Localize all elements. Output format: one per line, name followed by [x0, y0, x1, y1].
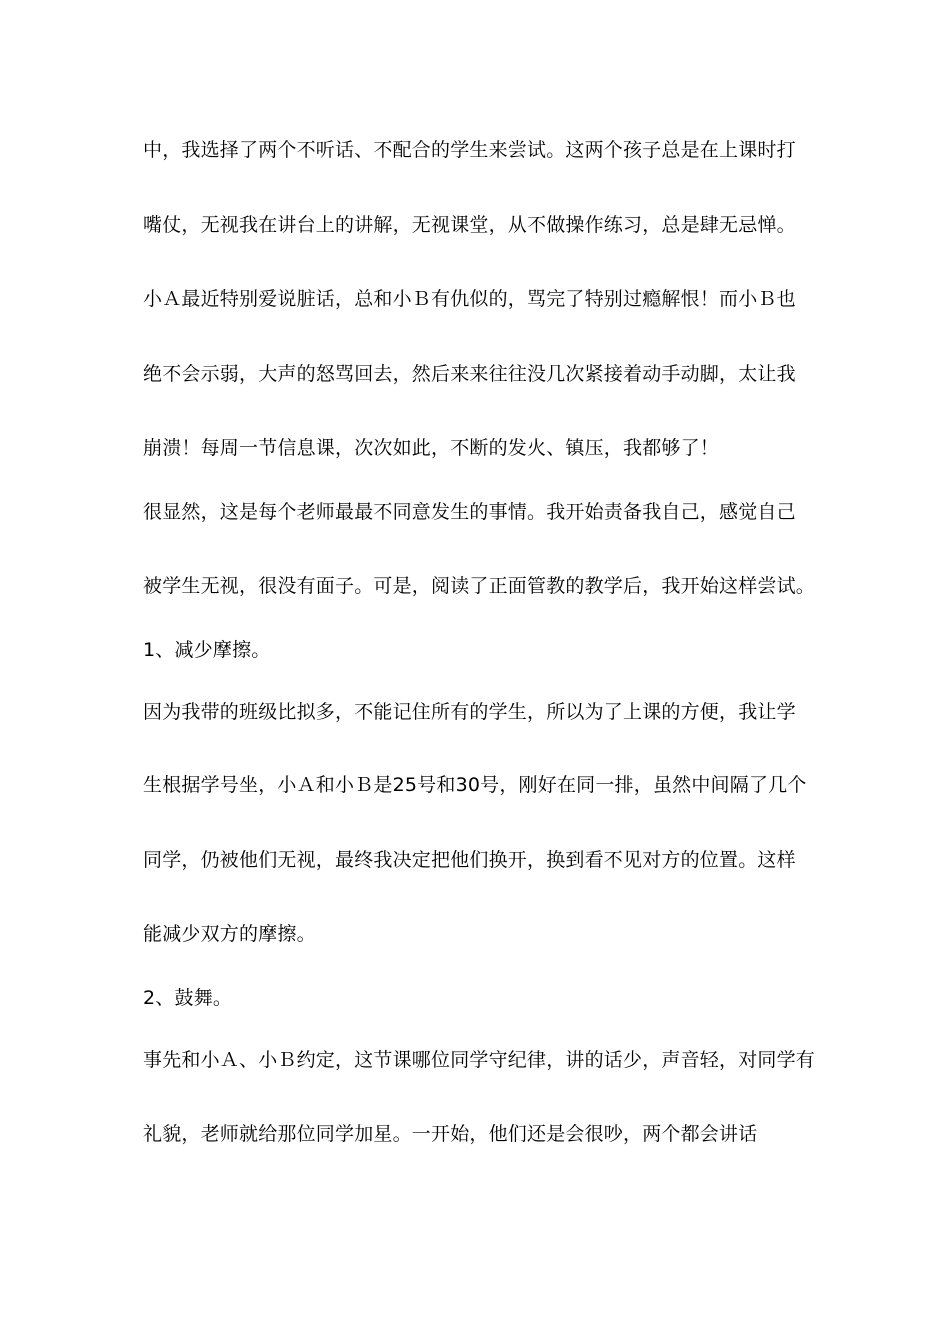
- text-line: 很显然，这是每个老师最最不同意发生的事情。我开始责备我自己，感觉自己: [143, 501, 796, 523]
- section-heading: 2、鼓舞。: [143, 987, 233, 1009]
- text-line: 小Ａ最近特别爱说脏话，总和小Ｂ有仇似的，骂完了特别过瘾解恨！而小Ｂ也: [143, 288, 796, 310]
- text-line: 事先和小Ａ、小Ｂ约定，这节课哪位同学守纪律，讲的话少，声音轻，对同学有: [143, 1049, 816, 1071]
- text-line: 能减少双方的摩擦。: [143, 923, 316, 945]
- text-line: 嘴仗，无视我在讲台上的讲解，无视课堂，从不做操作练习，总是肆无忌惮。: [143, 214, 796, 236]
- text-line: 礼貌，老师就给那位同学加星。一开始，他们还是会很吵，两个都会讲话: [143, 1123, 758, 1145]
- text-line: 同学，仍被他们无视，最终我决定把他们换开，换到看不见对方的位置。这样: [143, 849, 796, 871]
- text-line: 崩溃！每周一节信息课，次次如此，不断的发火、镇压，我都够了！: [143, 437, 720, 459]
- text-line: 中，我选择了两个不听话、不配合的学生来尝试。这两个孩子总是在上课时打: [143, 139, 796, 161]
- section-heading: 1、减少摩擦。: [143, 639, 271, 661]
- text-line: 生根据学号坐，小Ａ和小Ｂ是25号和30号，刚好在同一排，虽然中间隔了几个: [143, 774, 807, 796]
- text-line: 绝不会示弱，大声的怒骂回去，然后来来往往没几次紧接着动手动脚，太让我: [143, 363, 796, 385]
- text-line: 被学生无视，很没有面子。可是，阅读了正面管教的教学后，我开始这样尝试。: [143, 575, 816, 597]
- text-line: 因为我带的班级比拟多，不能记住所有的学生，所以为了上课的方便，我让学: [143, 701, 796, 723]
